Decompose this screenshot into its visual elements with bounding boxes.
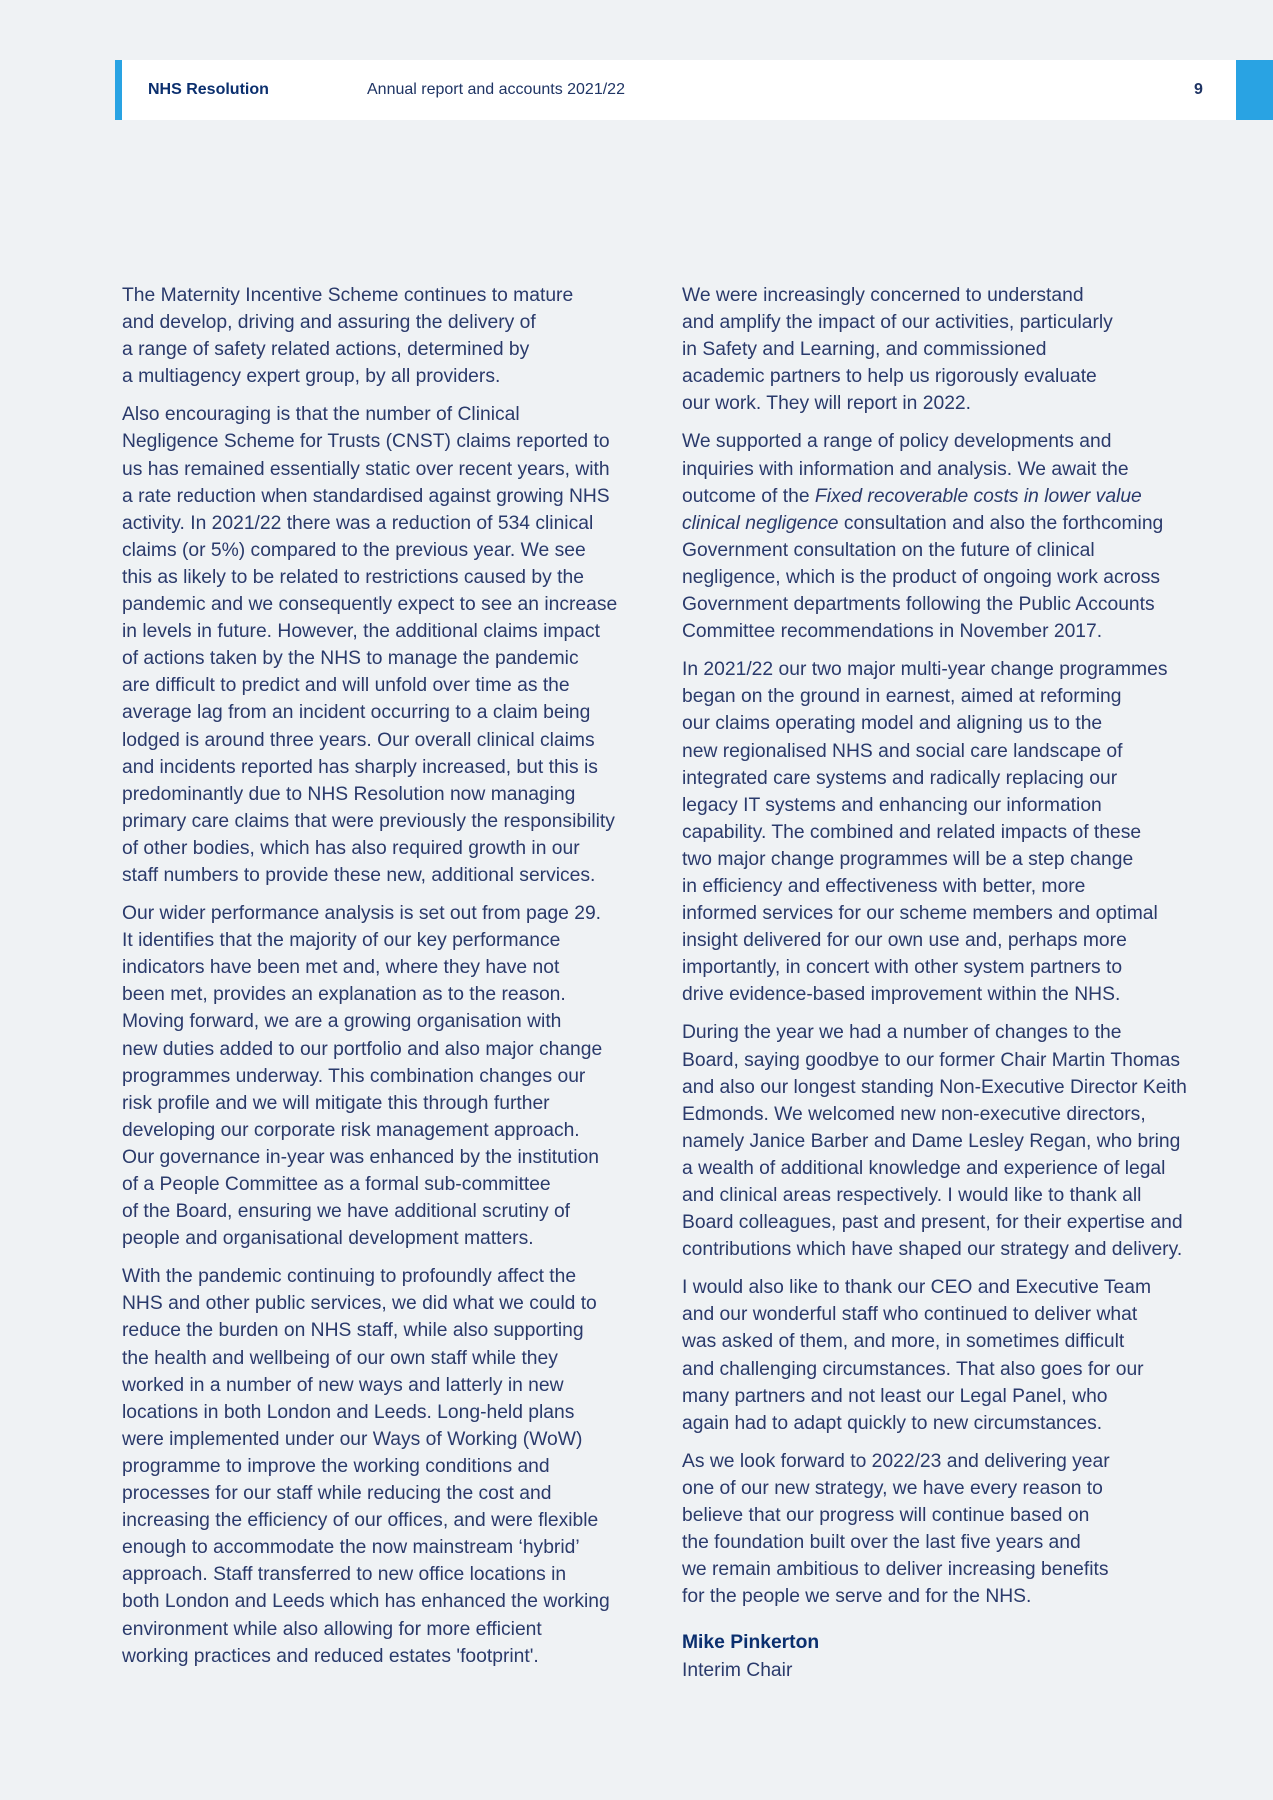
text-line: and incidents reported has sharply increased, but this is xyxy=(122,756,598,778)
text-line: enough to accommodate the now mainstream ‘hybrid’ xyxy=(122,1537,580,1559)
text-line: working practices and reduced estates 'footprint'. xyxy=(122,1645,539,1667)
text-line: primary care claims that were previously the responsibility xyxy=(122,810,615,832)
text-line: both London and Leeds which has enhanced the working xyxy=(122,1591,610,1613)
text-line: many partners and not least our Legal Panel, who xyxy=(682,1385,1108,1407)
consultation-title: Fixed recoverable costs in lower value xyxy=(814,485,1142,507)
paragraph xyxy=(682,1019,1222,1263)
header-bar xyxy=(115,60,1240,120)
text-line: for the people we serve and for the NHS. xyxy=(682,1586,1032,1608)
signature-block xyxy=(682,1629,1222,1683)
text-line: worked in a number of new ways and latterly in new xyxy=(122,1374,564,1396)
text-line: developing our corporate risk management approach. xyxy=(122,1119,580,1141)
text-line: been met, provides an explanation as to the reason. xyxy=(122,984,566,1006)
text-run: consultation and also the forthcoming xyxy=(838,512,1164,534)
text-line: We were increasingly concerned to understand xyxy=(682,285,1084,306)
text-line: drive evidence-based improvement within the NHS. xyxy=(682,984,1121,1006)
text-line xyxy=(682,483,1222,510)
text-line: predominantly due to NHS Resolution now managing xyxy=(122,783,576,805)
text-line: a rate reduction when standardised against growing NHS xyxy=(122,485,610,507)
text-line: Our governance in-year was enhanced by the institution xyxy=(122,1146,599,1168)
text-line: a wealth of additional knowledge and experience of legal xyxy=(682,1157,1166,1179)
text-line: Our wider performance analysis is set out from page 29. xyxy=(122,903,602,925)
page-number: 9 xyxy=(1194,81,1203,98)
text-line: The Maternity Incentive Scheme continues to mature xyxy=(122,285,574,306)
left-column xyxy=(122,282,644,1681)
text-line: a range of safety related actions, determined by xyxy=(122,339,530,361)
right-column xyxy=(682,282,1222,1684)
header-page-tab xyxy=(1236,60,1273,120)
text-line: two major change programmes will be a step change xyxy=(682,848,1134,870)
text-line: Committee recommendations in November 2017. xyxy=(682,621,1103,643)
text-line: Also encouraging is that the number of Clinical xyxy=(122,404,520,426)
text-line: risk profile and we will mitigate this through further xyxy=(122,1092,550,1114)
text-run: outcome of the xyxy=(682,485,815,507)
text-line: Board, saying goodbye to our former Chair Martin Thomas xyxy=(682,1049,1180,1071)
text-line: Moving forward, we are a growing organisation with xyxy=(122,1011,562,1033)
text-line: a multiagency expert group, by all providers. xyxy=(122,366,501,388)
text-line: staff numbers to provide these new, additional services. xyxy=(122,864,596,886)
text-line: increasing the efficiency of our offices, and were flexible xyxy=(122,1510,599,1532)
paragraph xyxy=(682,282,1222,417)
text-line: the health and wellbeing of our own staff while they xyxy=(122,1347,558,1369)
text-line: of actions taken by the NHS to manage the pandemic xyxy=(122,648,579,670)
text-line: one of our new strategy, we have every reason to xyxy=(682,1477,1103,1499)
text-line: new duties added to our portfolio and also major change xyxy=(122,1038,603,1060)
text-line: Government departments following the Public Accounts xyxy=(682,594,1155,616)
paragraph xyxy=(682,1448,1222,1611)
text-line: negligence, which is the product of ongoing work across xyxy=(682,566,1161,588)
text-line: processes for our staff while reducing the cost and xyxy=(122,1483,552,1505)
text-line: our claims operating model and aligning us to the xyxy=(682,713,1103,735)
text-line: activity. In 2021/22 there was a reduction of 534 clinical xyxy=(122,512,594,534)
text-line: and clinical areas respectively. I would like to thank all xyxy=(682,1185,1142,1206)
text-line: environment while also allowing for more efficient xyxy=(122,1618,542,1640)
text-line: Board colleagues, past and present, for their expertise and xyxy=(682,1212,1183,1234)
text-line: reduce the burden on NHS staff, while also supporting xyxy=(122,1320,584,1342)
paragraph xyxy=(122,282,644,390)
text-line: again had to adapt quickly to new circumstances. xyxy=(682,1412,1103,1434)
text-line: new regionalised NHS and social care landscape of xyxy=(682,740,1123,762)
paragraph xyxy=(682,428,1222,645)
text-line: and challenging circumstances. That also goes for our xyxy=(682,1358,1144,1380)
text-line: began on the ground in earnest, aimed at reforming xyxy=(682,686,1122,708)
text-line: in levels in future. However, the additional claims impact xyxy=(122,621,600,643)
text-line: average lag from an incident occurring to a claim being xyxy=(122,702,591,724)
text-line: NHS and other public services, we did what we could to xyxy=(122,1293,597,1315)
text-line: insight delivered for our own use and, perhaps more xyxy=(682,930,1127,952)
text-line: Edmonds. We welcomed new non-executive directors, xyxy=(682,1103,1146,1125)
text-line xyxy=(682,510,1222,537)
text-line: lodged is around three years. Our overall clinical claims xyxy=(122,729,595,751)
text-line: of other bodies, which has also required growth in our xyxy=(122,837,580,859)
text-line: this as likely to be related to restrictions caused by the xyxy=(122,566,584,588)
text-line: It identifies that the majority of our key performance xyxy=(122,930,561,952)
text-line: believe that our progress will continue based on xyxy=(682,1505,1090,1527)
text-line: As we look forward to 2022/23 and delivering year xyxy=(682,1450,1110,1472)
signatory-name: Mike Pinkerton xyxy=(682,1632,820,1654)
text-line: people and organisational development matters. xyxy=(122,1228,534,1250)
text-line: In 2021/22 our two major multi-year change programmes xyxy=(682,659,1168,681)
text-line: were implemented under our Ways of Working (WoW) xyxy=(122,1428,583,1450)
text-line: pandemic and we consequently expect to see an increase xyxy=(122,594,618,616)
text-line: of a People Committee as a formal sub-committee xyxy=(122,1174,551,1195)
text-line: capability. The combined and related impacts of these xyxy=(682,821,1142,843)
text-line: our work. They will report in 2022. xyxy=(682,393,971,415)
text-line: locations in both London and Leeds. Long-held plans xyxy=(122,1401,575,1423)
text-line: we remain ambitious to deliver increasing benefits xyxy=(682,1559,1109,1581)
text-line: I would also like to thank our CEO and Executive Team xyxy=(682,1277,1152,1299)
text-line: indicators have been met and, where they have not xyxy=(122,957,560,979)
paragraph xyxy=(682,656,1222,1008)
header-report-title: Annual report and accounts 2021/22 xyxy=(367,81,625,98)
text-line: integrated care systems and radically replacing our xyxy=(682,767,1118,789)
signatory-role: Interim Chair xyxy=(682,1659,793,1681)
text-line: During the year we had a number of changes to the xyxy=(682,1022,1122,1044)
text-line: programmes underway. This combination changes our xyxy=(122,1065,586,1087)
consultation-title: clinical negligence xyxy=(682,512,839,534)
paragraph xyxy=(122,401,644,889)
text-line: and amplify the impact of our activities, particularly xyxy=(682,312,1113,334)
text-line: Negligence Scheme for Trusts (CNST) claims reported to xyxy=(122,431,610,453)
text-line: the foundation built over the last five years and xyxy=(682,1532,1081,1554)
paragraph xyxy=(682,1274,1222,1437)
header-org-name: NHS Resolution xyxy=(148,81,269,98)
text-line: in efficiency and effectiveness with better, more xyxy=(682,875,1086,897)
text-line: academic partners to help us rigorously evaluate xyxy=(682,366,1097,388)
text-line: programme to improve the working conditions and xyxy=(122,1455,550,1477)
paragraph xyxy=(122,900,644,1252)
text-line: importantly, in concert with other system partners to xyxy=(682,957,1123,979)
text-line: Government consultation on the future of clinical xyxy=(682,539,1095,561)
text-line: are difficult to predict and will unfold over time as the xyxy=(122,675,570,697)
text-line: inquiries with information and analysis. We await the xyxy=(682,458,1129,480)
paragraph xyxy=(122,1263,644,1669)
text-line: and also our longest standing Non-Executive Director Keith xyxy=(682,1076,1187,1098)
text-line: and our wonderful staff who continued to deliver what xyxy=(682,1304,1138,1326)
text-line: informed services for our scheme members and optimal xyxy=(682,903,1158,925)
text-line: With the pandemic continuing to profoundly affect the xyxy=(122,1266,577,1288)
text-line: in Safety and Learning, and commissioned xyxy=(682,339,1047,361)
text-line: contributions which have shaped our strategy and delivery. xyxy=(682,1239,1183,1261)
text-line: was asked of them, and more, in sometimes difficult xyxy=(682,1331,1125,1353)
text-line: of the Board, ensuring we have additional scrutiny of xyxy=(122,1201,571,1223)
text-line: us has remained essentially static over recent years, with xyxy=(122,458,610,480)
text-line: legacy IT systems and enhancing our information xyxy=(682,794,1102,816)
text-line: We supported a range of policy developments and xyxy=(682,431,1112,453)
text-line: claims (or 5%) compared to the previous year. We see xyxy=(122,539,586,561)
text-line: namely Janice Barber and Dame Lesley Regan, who bring xyxy=(682,1130,1181,1152)
header-accent-left xyxy=(115,60,122,120)
text-line: approach. Staff transferred to new office locations in xyxy=(122,1564,567,1586)
text-line: and develop, driving and assuring the delivery of xyxy=(122,312,536,334)
